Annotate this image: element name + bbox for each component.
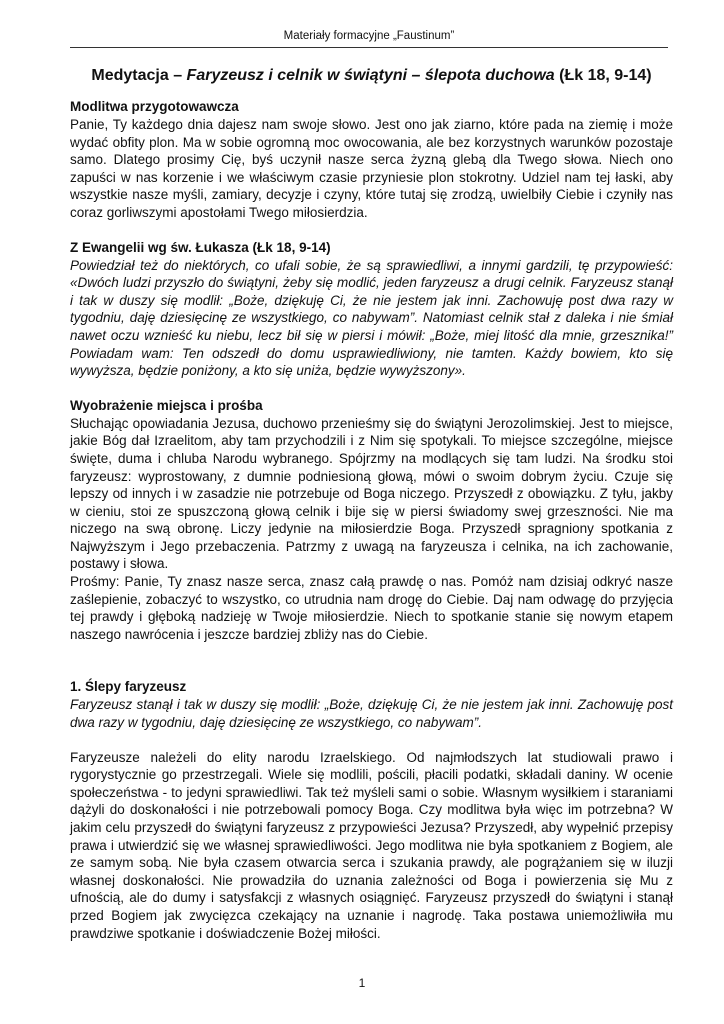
section-blind-pharisee — [70, 678, 673, 942]
gospel-quote: Powiedział też do niektórych, co ufali sobie, że są sprawiedliwi, a innymi gardzili, tę przypowieść: «Dwóch ludzi przyszło do świątyni, żeby się modlić, jeden faryzeusz a drugi celnik. Faryzeusz stanął i tak w duszy się modlił: „Boże, dziękuję Ci, że nie jestem jak inni. Zachowuję post dwa razy w tygodniu, daję dziesięcinę ze wszystkiego, co nabywam”. Natomiast celnik stał z daleka i nie śmiał nawet oczu wznieść ku niebu, lecz bił się w piersi i mówił: „Boże, miej litość dla mnie, grzesznika!” Powiadam wam: Ten odszedł do domu usprawiedliwiony, nie tamten. Każdy bowiem, kto się wywyższa, będzie poniżony, a kto się uniża, będzie wywyższony». — [70, 257, 673, 379]
page-number: 1 — [358, 976, 366, 990]
section-heading: Wyobrażenie miejsca i prośba — [70, 397, 263, 413]
section-heading: Modlitwa przygotowawcza — [70, 99, 239, 114]
title-italic: Faryzeusz i celnik w świątyni – ślepota duchowa — [186, 67, 555, 84]
document-body — [70, 66, 673, 942]
page-title — [70, 66, 673, 86]
paragraph: Prośmy: Panie, Ty znasz nasze serca, znasz całą prawdę o nas. Pomóż nam dzisiaj odkryć nasze zaślepienie, zobaczyć to wszystko, co utrudnia nam drogę do Ciebie. Daj nam odwagę do przyjęcia tej prawdy i głęboką nadzieję w Twoje miłosierdzie. Niech to spotkanie stanie się nowym etapem naszego nawrócenia i jeszcze bardziej zbliży nas do Ciebie. — [70, 574, 673, 642]
section-gospel — [70, 239, 673, 380]
title-prefix: Medytacja – — [91, 67, 187, 84]
section-imagination — [70, 397, 673, 644]
paragraph: Panie, Ty każdego dnia dajesz nam swoje słowo. Jest ono jak ziarno, które pada na ziemię i może wydać obfity plon. Ma w sobie ogromną moc owocowania, ale bez korzystnych warunków pozostaje samo. Dlatego prosimy Cię, byś uczynił nasze serca żyzną glebą dla Twego słowa. Niech ono zapuści w nas korzenie i we właściwym czasie przyniesie plon stokrotny. Udziel nam tej łaski, aby wszystkie nasze myśli, zamiary, decyzje i czyny, które tutaj się zrodzą, uwielbiły Ciebie i czyniły nas coraz gorliwszymi apostołami Twego miłosierdzia. — [70, 117, 673, 220]
section-prayer — [70, 98, 673, 222]
scripture-quote: Faryzeusz stanął i tak w duszy się modlił: „Boże, dziękuję Ci, że nie jestem jak inni. Zachowuję post dwa razy w tygodniu, daję dziesięcinę ze wszystkiego, co nabywam”. — [70, 697, 673, 731]
paragraph: Słuchając opowiadania Jezusa, duchowo przenieśmy się do świątyni Jerozolimskiej. Jest to miejsce, jakie Bóg dał Izraelitom, aby tam przychodzili i z Nim się spotykali. To miejsce szczególne, miejsce święte, duma i chluba Narodu wybranego. Spójrzmy na modlących się tam ludzi. Na środku stoi faryzeusz: wyprostowany, z dumnie podniesioną głową, mówi o swoim dobrym życiu. Czuje się lepszy od innych i w zasadzie nie potrzebuje od Boga niczego. Przyszedł z obowiązku. Z tyłu, jakby w cieniu, stoi ze spuszczoną głową celnik i bije się w piersi świadomy swej grzeszności. Nie ma niczego na swą obronę. Liczy jedynie na miłosierdzie Boga. Przyszedł spragniony spotkania z Najwyższym i Jego przebaczenia. Patrzmy z uwagą na faryzeusza i celnika, na ich zachowanie, postawy i słowa. — [70, 415, 673, 572]
paragraph: Faryzeusze należeli do elity narodu Izraelskiego. Od najmłodszych lat studiowali prawo i rygorystycznie go przestrzegali. Wiele się modlili, pościli, płacili podatki, składali daniny. W ocenie społeczeństwa - to jedyni sprawiedliwi. Tak też myśleli sami o sobie. Własnym wysiłkiem i staraniami dążyli do doskonałości i nie potrzebowali pomocy Boga. Czy modlitwa była więc im potrzebna? W jakim celu przyszedł do świątyni faryzeusz z przypowieści Jezusa? Przyszedł, aby wypełnić przepisy prawa i utwierdzić się we własnej sprawiedliwości. Jego modlitwa nie była spotkaniem z Bogiem, ale ze samym sobą. Nie była czasem otwarcia serca i szukania prawdy, ale pogrążaniem się w iluzji własnej doskonałości. Nie prowadziła do uznania zależności od Boga i powierzenia się Mu z ufnością, ale do dumy i satysfakcji z własnych osiągnięć. Faryzeusz przyszedł do świątyni i stanął przed Bogiem jak zwycięzca czekający na uznanie i nagrodę. Taka postawa uniemożliwiła mu prawdziwe spotkanie i doświadczenie Bożej miłości. — [70, 749, 673, 941]
section-heading: Z Ewangelii wg św. Łukasza (Łk 18, 9-14) — [70, 239, 331, 255]
section-heading: 1. Ślepy faryzeusz — [70, 679, 187, 695]
running-header: Materiały formacyjne „Faustinum” — [70, 29, 668, 48]
title-suffix: (Łk 18, 9-14) — [554, 67, 652, 84]
